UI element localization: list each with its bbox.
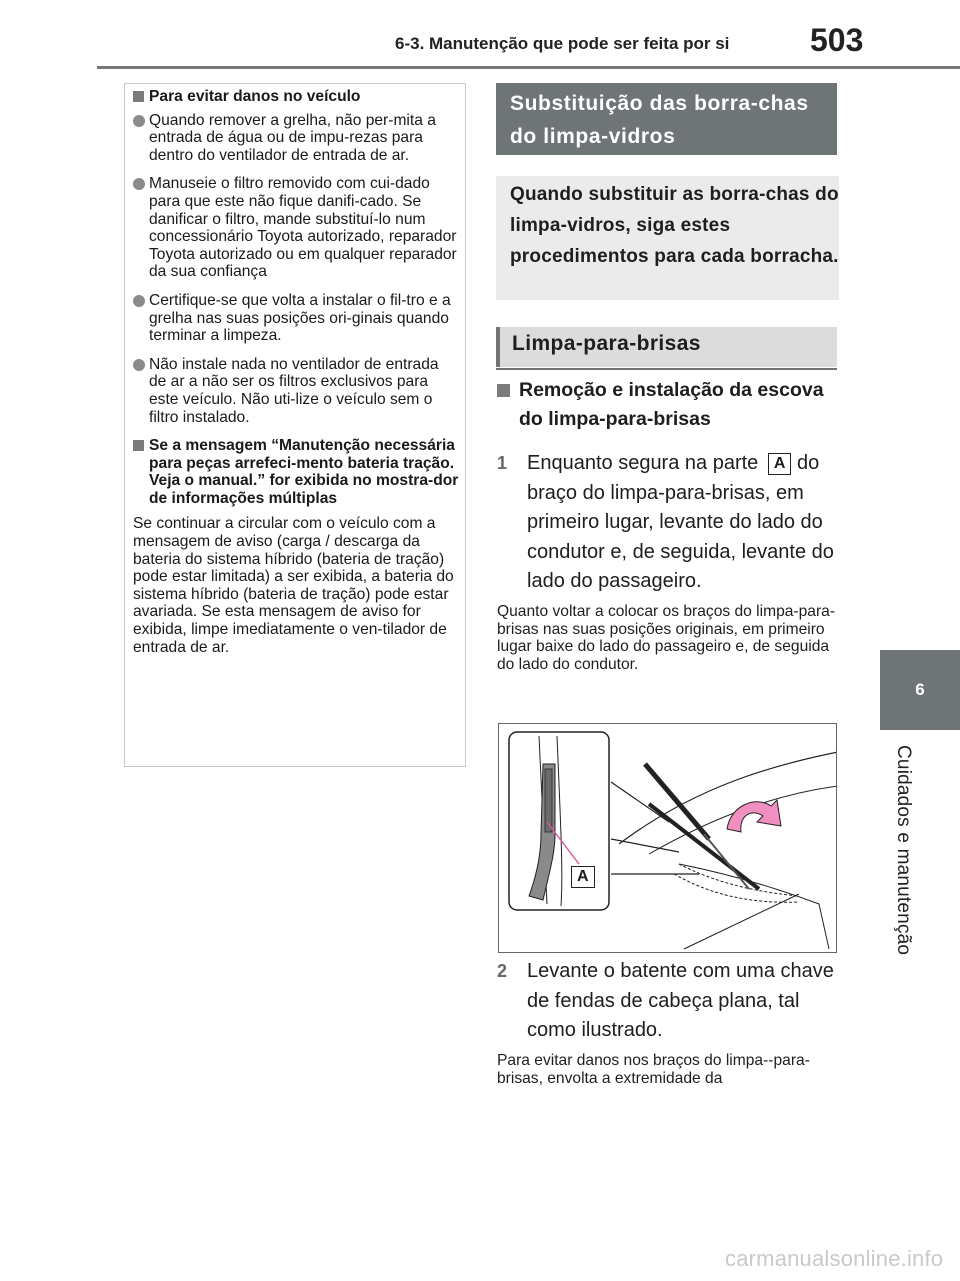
step-note: Quanto voltar a colocar os braços do limpa-para-brisas nas suas posições originais, em primeiro lugar baixe do lado do passageiro e, de seguida do lado do condutor. bbox=[497, 603, 836, 673]
intro-box: Quando substituir as borra-chas do limpa-vidros, siga estes procedimentos para cada borracha. bbox=[496, 176, 839, 300]
square-bullet-icon bbox=[133, 440, 144, 451]
watermark: carmanualsonline.info bbox=[725, 1246, 944, 1271]
chapter-tab bbox=[880, 650, 960, 730]
header-divider bbox=[97, 66, 960, 69]
step-number: 1 bbox=[497, 453, 508, 473]
note-heading-text: Se a mensagem “Manutenção necessária para peças arrefeci-mento bateria tração. Veja o manual.” for exibida no mostra-dor de informações múltiplas bbox=[149, 437, 459, 507]
step-text bbox=[527, 449, 837, 597]
note-heading-text: Para evitar danos no veículo bbox=[149, 88, 361, 105]
subsection-title: Limpa-para-brisas bbox=[496, 327, 837, 367]
procedure-heading bbox=[497, 376, 837, 434]
step-note: Para evitar danos nos braços do limpa--para-brisas, envolta a extremidade da bbox=[497, 1052, 810, 1087]
note-heading bbox=[133, 88, 459, 106]
step-2 bbox=[497, 957, 837, 1046]
circle-bullet-icon bbox=[133, 295, 145, 307]
callout-label: A bbox=[768, 453, 792, 475]
chapter-label: Cuidados e manutenção bbox=[893, 745, 914, 956]
procedure-heading-text: Remoção e instalação da escova do limpa-para-brisas bbox=[519, 379, 824, 430]
step-number: 2 bbox=[497, 961, 508, 981]
step-text-part: Enquanto segura na parte bbox=[527, 452, 759, 474]
note-bullet-text: Não instale nada no ventilador de entrada de ar a não ser os filtros exclusivos para este veículo. Não uti-lize o veículo sem o filtro instalado. bbox=[149, 355, 439, 426]
chapter-number: 6 bbox=[915, 680, 925, 699]
wiper-arm-drawing bbox=[499, 724, 837, 953]
note-paragraph: Se continuar a circular com o veículo com a mensagem de aviso (carga / descarga da bateria do sistema híbrido (bateria de tração) pode estar limitada) a ser exibida, a bateria do sistema híbrido (bateria de tração) pode estar avariada. Se esta mensagem de aviso for exibida, limpe imediatamente o ven-tilador de entrada de ar. bbox=[133, 515, 454, 656]
note-heading bbox=[133, 437, 459, 507]
note-bullet-text: Quando remover a grelha, não per-mita a entrada de água ou de impu-rezas para dentro do ventilador de entrada de ar. bbox=[149, 111, 436, 164]
section-title-banner: Substituição das borra-chas do limpa-vidros bbox=[496, 83, 837, 155]
circle-bullet-icon bbox=[133, 178, 145, 190]
note-bullet bbox=[133, 292, 459, 345]
note-bullet bbox=[133, 356, 459, 426]
note-bullet-text: Certifique-se que volta a instalar o fil-tro e a grelha nas suas posições ori-ginais quando terminar a limpeza. bbox=[149, 291, 451, 345]
step-text: Levante o batente com uma chave de fendas de cabeça plana, tal como ilustrado. bbox=[527, 960, 834, 1041]
square-bullet-icon bbox=[497, 384, 510, 397]
note-bullet bbox=[133, 175, 459, 281]
page-section-title: 6-3. Manutenção que pode ser feita por si bbox=[395, 34, 730, 53]
note-bullet bbox=[133, 112, 459, 165]
square-bullet-icon bbox=[133, 91, 144, 102]
page-number: 503 bbox=[810, 22, 864, 58]
note-bullet-text: Manuseie o filtro removido com cui-dado para que este não fique danifi-cado. Se danificar o filtro, mande substituí-lo num concessionário Toyota autorizado, reparador Toyota autorizado ou em qualquer reparador da sua confiança bbox=[149, 175, 457, 281]
circle-bullet-icon bbox=[133, 359, 145, 371]
circle-bullet-icon bbox=[133, 115, 145, 127]
figure-callout-label: A bbox=[571, 866, 595, 888]
subsection-divider bbox=[496, 368, 837, 370]
step-text-part: do braço do limpa-para-brisas, em primeiro lugar, levante do lado do condutor e, de seguida, levante do lado do passageiro. bbox=[527, 452, 834, 592]
wiper-illustration bbox=[498, 723, 837, 953]
step-1 bbox=[497, 449, 837, 597]
caution-note-box bbox=[124, 83, 466, 767]
